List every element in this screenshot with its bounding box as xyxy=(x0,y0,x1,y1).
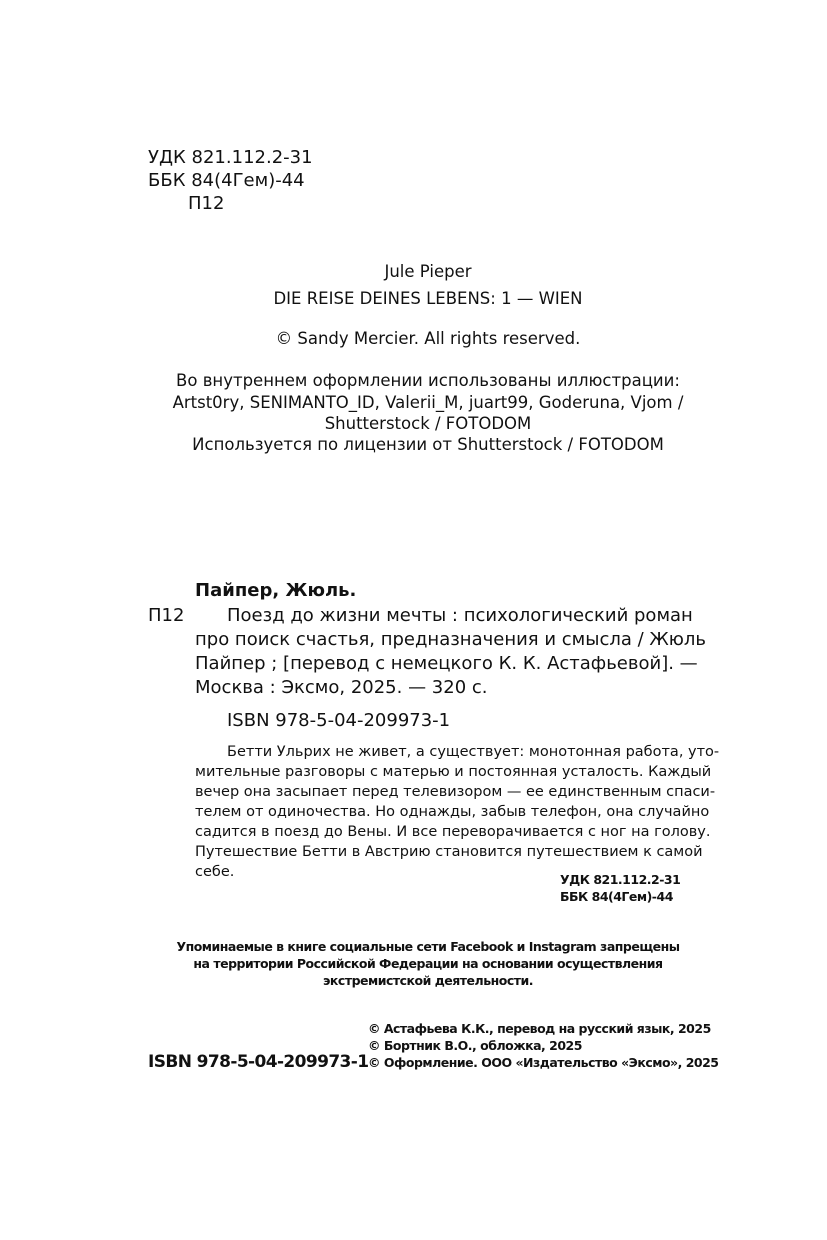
copyright-line: © Оформление. ООО «Издательство «Эксмо», 2025 xyxy=(368,1055,719,1070)
original-copyright: © Sandy Mercier. All rights reserved. xyxy=(275,329,581,348)
bbk-code: ББК 84(4Гем)-44 xyxy=(148,170,305,191)
notice-line: на территории Российской Федерации на основании осуществления xyxy=(193,956,663,971)
illustrations-line: Используется по лицензии от Shutterstock / FOTODOM xyxy=(192,435,664,454)
annotation-line: садится в поезд до Вены. И все переворачивается с ног на голову. xyxy=(195,824,711,840)
catalog-bbk: ББК 84(4Гем)-44 xyxy=(560,889,673,904)
annotation-line: вечер она засыпает перед телевизором — ее единственным спаси- xyxy=(195,784,716,800)
catalog-entry-line: Москва : Эксмо, 2025. — 320 с. xyxy=(195,677,488,698)
author-mark: П12 xyxy=(188,193,225,214)
catalog-isbn: ISBN 978-5-04-209973-1 xyxy=(227,710,451,731)
catalog-entry-line: Пайпер ; [перевод с немецкого К. К. Астафьевой]. — xyxy=(195,653,698,674)
annotation-line: мительные разговоры с матерью и постоянная усталость. Каждый xyxy=(195,764,712,780)
original-title: DIE REISE DEINES LEBENS: 1 — WIEN xyxy=(273,289,583,308)
catalog-entry-line: про поиск счастья, предназначения и смысла / Жюль xyxy=(195,629,707,650)
catalog-heading: Пайпер, Жюль. xyxy=(195,580,357,601)
copyright-line: © Бортник В.О., обложка, 2025 xyxy=(368,1038,582,1053)
annotation-line: Путешествие Бетти в Австрию становится путешествием к самой xyxy=(195,844,703,860)
notice-line: экстремистской деятельности. xyxy=(323,973,533,988)
copyright-line: © Астафьева К.К., перевод на русский язык, 2025 xyxy=(368,1021,711,1036)
catalog-mark: П12 xyxy=(148,605,185,626)
notice-line: Упоминаемые в книге социальные сети Facebook и Instagram запрещены xyxy=(176,939,680,954)
catalog-udk: УДК 821.112.2-31 xyxy=(560,872,681,887)
annotation-line: телем от одиночества. Но однажды, забыв телефон, она случайно xyxy=(195,804,710,820)
illustrations-line: Shutterstock / FOTODOM xyxy=(324,414,532,433)
original-author: Jule Pieper xyxy=(384,262,472,281)
udk-code: УДК 821.112.2-31 xyxy=(148,147,313,168)
illustrations-line: Artst0ry, SENIMANTO_ID, Valerii_M, juart99, Goderuna, Vjom / xyxy=(172,393,684,412)
catalog-entry-line: Поезд до жизни мечты : психологический роман xyxy=(227,605,693,626)
footer-isbn: ISBN 978-5-04-209973-1 xyxy=(148,1052,369,1072)
illustrations-line: Во внутреннем оформлении использованы иллюстрации: xyxy=(176,371,680,390)
annotation-line: себе. xyxy=(195,864,235,880)
annotation-line: Бетти Ульрих не живет, а существует: монотонная работа, уто- xyxy=(227,744,720,760)
